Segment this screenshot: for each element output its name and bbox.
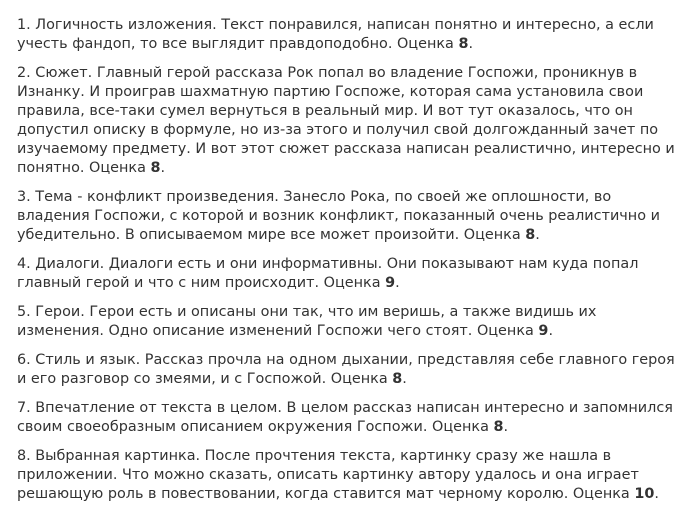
review-paragraph-theme	[17, 188, 677, 245]
score-value: 8	[493, 419, 504, 435]
review-paragraph-impression	[17, 399, 677, 437]
score-value: 8	[525, 227, 536, 243]
score-value: 9	[385, 275, 396, 291]
paragraph-end: .	[468, 36, 474, 52]
paragraph-text: 1. Логичность изложения. Текст понравился, написан понятно и интересно, а если учесть фандоп, то все выглядит правдоподобно. Оценка	[17, 17, 654, 52]
score-value: 8	[150, 160, 161, 176]
score-value: 9	[538, 323, 549, 339]
paragraph-text: 4. Диалоги. Диалоги есть и они информативны. Они показывают нам куда попал главный герой и что с ним происходит. Оценка	[17, 256, 639, 291]
paragraph-end: .	[548, 323, 554, 339]
paragraph-text: 8. Выбранная картинка. После прочтения текста, картинку сразу же нашла в приложении. Что можно сказать, описать картинку автору удалось и она играет решающую роль в повествовании, когда ставится мат черному королю. Оценка	[17, 448, 639, 502]
review-paragraph-dialogues	[17, 255, 677, 293]
score-value: 8	[458, 36, 469, 52]
score-value: 10	[634, 486, 655, 502]
review-paragraph-logic	[17, 16, 677, 54]
review-paragraph-style	[17, 351, 677, 389]
review-paragraph-characters	[17, 303, 677, 341]
paragraph-end: .	[535, 227, 540, 243]
score-value: 8	[392, 371, 403, 387]
review-paragraph-picture	[17, 447, 677, 504]
paragraph-text: 7. Впечатление от текста в целом. В целом рассказ написан интересно и запомнился своим своеобразным описанием окружения Госпожи. Оценка	[17, 400, 673, 435]
review-paragraph-plot	[17, 64, 677, 178]
paragraph-end: .	[654, 486, 659, 502]
paragraph-end: .	[160, 160, 166, 176]
paragraph-text: 5. Герои. Герои есть и описаны они так, что им веришь, а также видишь их изменения. Одно описание изменений Госпожи чего стоят. Оценка	[17, 304, 597, 339]
paragraph-text: 6. Стиль и язык. Рассказ прочла на одном дыхании, представляя себе главного героя и его разговор со змеями, и с Госпожой. Оценка	[17, 352, 675, 387]
paragraph-end: .	[503, 419, 509, 435]
paragraph-text: 2. Сюжет. Главный герой рассказа Рок попал во владение Госпожи, проникнув в Изнанку. И проиграв шахматную партию Госпоже, которая сама установила свои правила, все-таки сумел вернуться в реальный мир. И вот тут оказалось, что он допустил описку в формуле, но из-за этого и получил свой долгожданный зачет по изучаемому предмету. И вот этот сюжет рассказа написан реалистично, интересно и понятно. Оценка	[17, 65, 675, 176]
paragraph-end: .	[395, 275, 400, 291]
paragraph-text: 3. Тема - конфликт произведения. Занесло Рока, по своей же оплошности, во владения Госпожи, с которой и возник конфликт, показанный очень реалистично и убедительно. В описываемом мире все может произойти. Оценка	[17, 189, 660, 243]
paragraph-end: .	[402, 371, 407, 387]
